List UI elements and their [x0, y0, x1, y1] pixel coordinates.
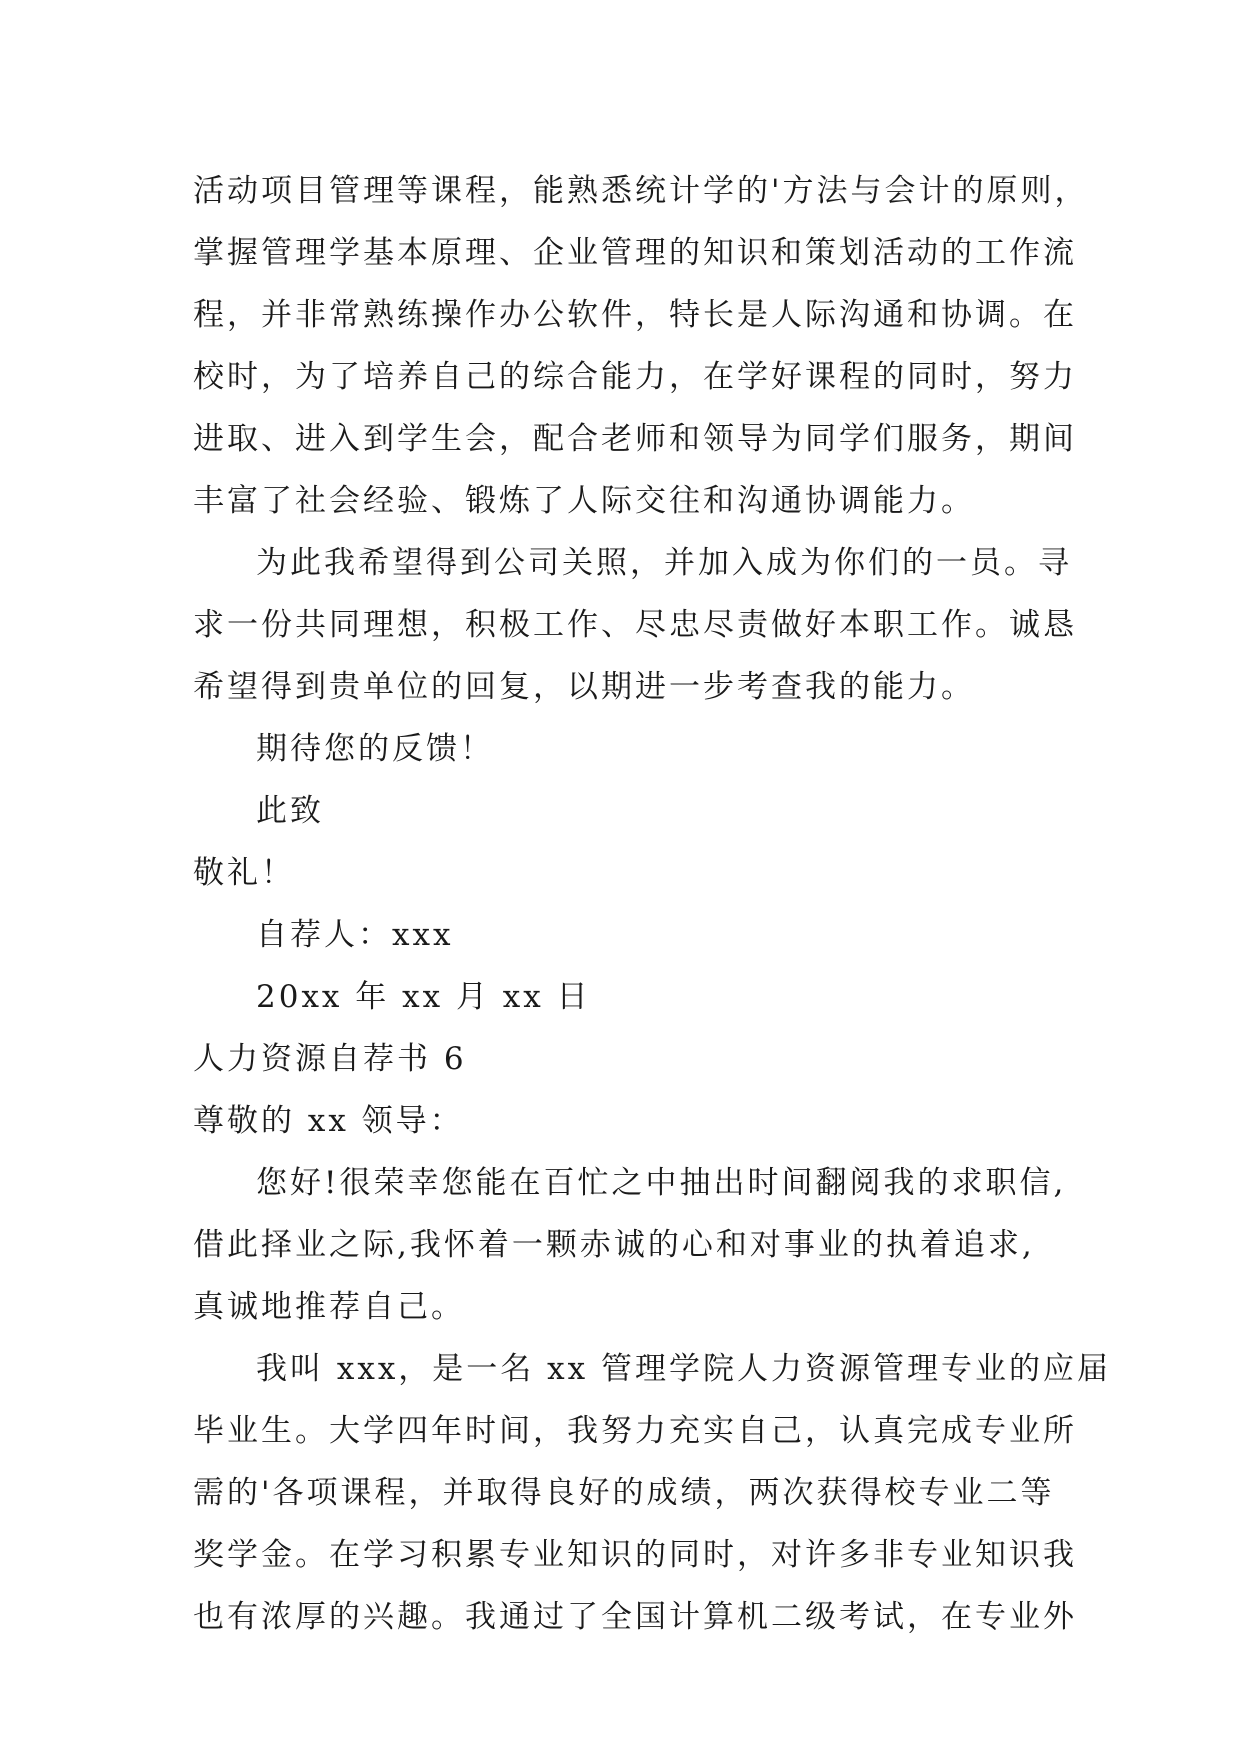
text-line: 真诚地推荐自己。 — [193, 1289, 465, 1325]
signature-date: 20xx 年 xx 月 xx 日 — [256, 979, 591, 1015]
closing-regards: 敬礼！ — [193, 855, 295, 891]
paragraph-start-line: 为此我希望得到公司关照，并加入成为你们的一员。寻 — [256, 545, 1072, 581]
text-line: 毕业生。大学四年时间，我努力充实自己，认真完成专业所 — [193, 1413, 1077, 1449]
paragraph-start-line: 我叫 xxx，是一名 xx 管理学院人力资源管理专业的应届 — [256, 1351, 1111, 1387]
text-line: 程，并非常熟练操作办公软件，特长是人际沟通和协调。在 — [193, 297, 1077, 333]
closing-expectation: 期待您的反馈！ — [256, 731, 494, 767]
text-line: 丰富了社会经验、锻炼了人际交往和沟通协调能力。 — [193, 483, 975, 519]
document-body — [193, 160, 1111, 1648]
text-line: 希望得到贵单位的回复，以期进一步考查我的能力。 — [193, 669, 975, 705]
section-title: 人力资源自荐书 6 — [193, 1041, 467, 1077]
closing-salutation: 此致 — [256, 793, 324, 829]
text-line: 校时，为了培养自己的综合能力，在学好课程的同时，努力 — [193, 359, 1077, 395]
paragraph-start-line: 您好!很荣幸您能在百忙之中抽出时间翻阅我的求职信, — [256, 1165, 1067, 1201]
signature-name: 自荐人：xxx — [256, 917, 454, 953]
text-line: 奖学金。在学习积累专业知识的同时，对许多非专业知识我 — [193, 1537, 1077, 1573]
text-line: 活动项目管理等课程，能熟悉统计学的'方法与会计的原则， — [193, 173, 1089, 209]
letter-greeting: 尊敬的 xx 领导： — [193, 1103, 464, 1139]
text-line: 求一份共同理想，积极工作、尽忠尽责做好本职工作。诚恳 — [193, 607, 1077, 643]
text-line: 掌握管理学基本原理、企业管理的知识和策划活动的工作流 — [193, 235, 1077, 271]
text-line: 也有浓厚的兴趣。我通过了全国计算机二级考试，在专业外 — [193, 1599, 1077, 1635]
text-line: 借此择业之际,我怀着一颗赤诚的心和对事业的执着追求, — [193, 1227, 1035, 1263]
text-line: 进取、进入到学生会，配合老师和领导为同学们服务，期间 — [193, 421, 1077, 457]
text-line: 需的'各项课程，并取得良好的成绩，两次获得校专业二等 — [193, 1475, 1055, 1511]
